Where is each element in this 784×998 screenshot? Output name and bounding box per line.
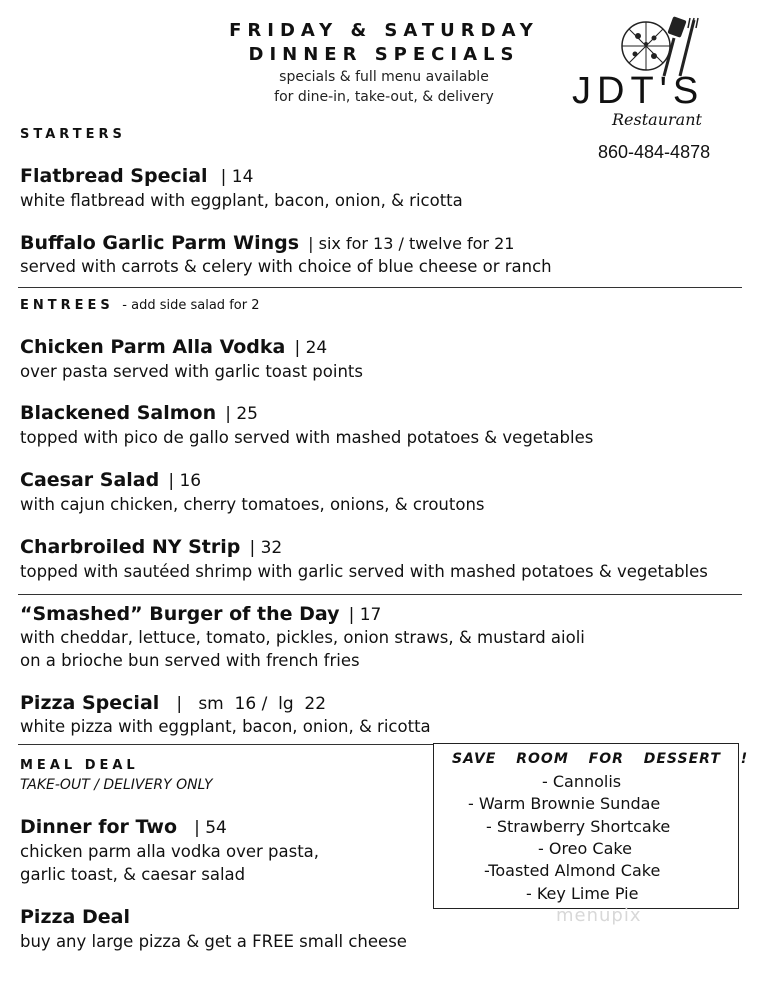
dessert-item: - Warm Brownie Sundae	[468, 794, 661, 813]
item-price: | 54	[194, 818, 227, 838]
item-price: | 32	[249, 538, 283, 558]
item-price: | 17	[348, 605, 382, 625]
menu-title-line1: FRIDAY & SATURDAY	[229, 20, 539, 41]
section-label-meal-deal: MEAL DEAL	[20, 758, 139, 773]
item-name: Buffalo Garlic Parm Wings	[20, 232, 300, 254]
brand-name: JDT'S	[572, 70, 705, 112]
item-description: over pasta served with garlic toast points	[20, 362, 363, 381]
dessert-box	[433, 743, 749, 909]
dessert-item: - Cannolis	[542, 772, 622, 791]
pizza-special-item	[20, 692, 326, 714]
item-description: topped with pico de gallo served with mashed potatoes & vegetables	[20, 428, 594, 447]
item-description: white pizza with eggplant, bacon, onion, & ricotta	[20, 717, 431, 736]
item-name: Caesar Salad	[20, 469, 160, 491]
item-description: garlic toast, & caesar salad	[20, 865, 246, 884]
brand-tagline: Restaurant	[612, 110, 702, 129]
item-name: Flatbread Special	[20, 165, 208, 187]
item-name: Charbroiled NY Strip	[20, 536, 241, 558]
item-description: topped with sautéed shrimp with garlic served with mashed potatoes & vegetables	[20, 562, 708, 581]
item-price: | 14	[220, 167, 254, 187]
watermark: menupix	[556, 905, 642, 926]
divider	[18, 287, 742, 288]
item-price: | 25	[225, 404, 258, 424]
phone-number: 860-484-4878	[598, 142, 711, 162]
starter-item	[20, 232, 514, 254]
divider	[18, 744, 434, 745]
item-price: | six for 13 / twelve for 21	[308, 234, 515, 253]
dessert-item: - Key Lime Pie	[526, 884, 639, 903]
item-description: served with carrots & celery with choice of blue cheese or ranch	[20, 257, 552, 276]
item-price: | 16	[168, 471, 202, 491]
menu-subtitle-line1: specials & full menu available	[279, 69, 489, 85]
section-label-entrees	[20, 298, 259, 313]
section-label-starters: STARTERS	[20, 127, 126, 142]
item-description: white flatbread with eggplant, bacon, onion, & ricotta	[20, 191, 463, 210]
meal-deal-note: TAKE-OUT / DELIVERY ONLY	[20, 777, 213, 793]
dinner-for-two-item	[20, 816, 227, 838]
divider	[18, 594, 742, 595]
entrees-label: ENTREES	[20, 298, 114, 313]
menu-title-line2: DINNER SPECIALS	[248, 44, 520, 65]
entree-item	[20, 536, 282, 558]
item-description: chicken parm alla vodka over pasta,	[20, 842, 320, 861]
item-name: Dinner for Two	[20, 816, 177, 838]
burger-item	[20, 603, 381, 625]
dessert-item: -Toasted Almond Cake	[484, 861, 661, 880]
entree-item	[20, 402, 258, 424]
dessert-item: - Oreo Cake	[538, 839, 632, 858]
item-description: buy any large pizza & get a FREE small cheese	[20, 932, 407, 951]
pizza-deal-name: Pizza Deal	[20, 906, 130, 928]
item-name: “Smashed” Burger of the Day	[20, 603, 340, 625]
dessert-title: SAVE ROOM FOR DESSERT !	[452, 751, 749, 767]
item-price: | sm 16 / lg 22	[176, 694, 327, 714]
entree-item	[20, 336, 327, 358]
item-name: Chicken Parm Alla Vodka	[20, 336, 286, 358]
item-description: with cajun chicken, cherry tomatoes, onions, & croutons	[20, 495, 485, 514]
item-name: Blackened Salmon	[20, 402, 217, 424]
item-name: Pizza Special	[20, 692, 160, 714]
entrees-note: - add side salad for 2	[122, 298, 260, 313]
item-price: | 24	[294, 338, 328, 358]
menu-subtitle-line2: for dine-in, take-out, & delivery	[274, 89, 494, 105]
entree-item	[20, 469, 201, 491]
item-description: on a brioche bun served with french fries	[20, 651, 360, 670]
starter-item	[20, 165, 253, 187]
item-description: with cheddar, lettuce, tomato, pickles, onion straws, & mustard aioli	[20, 628, 585, 647]
dessert-item: - Strawberry Shortcake	[486, 817, 671, 836]
